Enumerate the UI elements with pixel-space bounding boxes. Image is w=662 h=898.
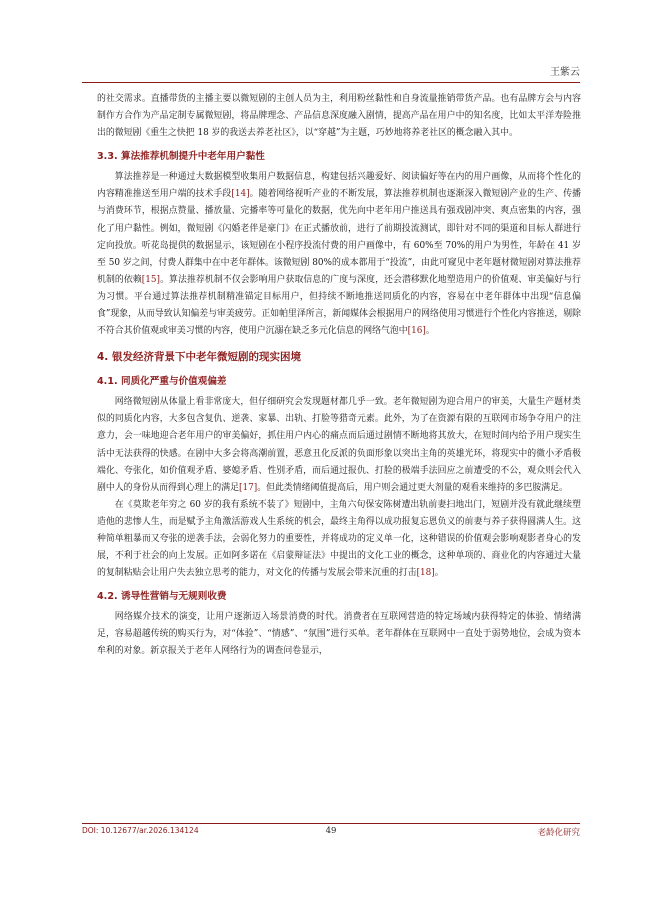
subsection-heading: 3.3. 算法推荐机制提升中老年用户黏性 bbox=[97, 151, 265, 163]
section-heading: 4. 银发经济背景下中老年微短剧的现实困境 bbox=[97, 351, 301, 364]
citation-link[interactable]: [16] bbox=[407, 326, 426, 337]
article-body bbox=[97, 91, 581, 661]
subsection-heading: 4.1. 同质化严重与价值观偏差 bbox=[97, 376, 227, 388]
paragraph-text: 在《莫欺老年穷之 60 岁的我有系统不装了》短剧中，主角六旬保安陈树遭出轨前妻扫地出门，短剧并没有就此继续塑造他的悲惨人生，而是赋予主角激活游戏人生系统的机会，最终主角得以成功报复忘恩负义的前妻与养子获得圆满人生。这种简单粗暴而又夸张的逆袭手法，会弱化努力的重要性，并将成功的定义单一化，这种错误的价值观会影响观影者身心的发展，不利于社会的向上发展。正如阿多诺在《启蒙辩证法》中提出的文化工业的概念，这种单项的、商业化的内容通过大量的复制粘贴会让用户失去独立思考的能力，对文化的传播与发展会带来沉重的打击 bbox=[97, 499, 581, 579]
subsection-heading: 4.2. 诱导性营销与无规则收费 bbox=[97, 591, 227, 603]
body-paragraph bbox=[97, 169, 581, 340]
citation-link[interactable]: [14] bbox=[231, 189, 250, 200]
header-author: 王紫云 bbox=[550, 67, 580, 78]
footer-journal-name: 老龄化研究 bbox=[537, 828, 580, 838]
footer-doi[interactable]: DOI: 10.12677/ar.2026.134124 bbox=[82, 826, 199, 835]
citation-link[interactable]: [17] bbox=[239, 482, 258, 493]
footer-divider bbox=[82, 823, 580, 824]
paragraph-text: 。算法推荐机制不仅会影响用户获取信息的广度与深度，还会潜移默化地塑造用户的价值观、审美偏好与行为习惯。平台通过算法推荐机制精准锚定目标用户，但持续不断地推送同质化的内容，容易在中老年群体中出现“信息偏食”现象，从而导致认知偏差与审美疲劳。正如帕里泽所言，新闻媒体会根据用户的网络使用习惯进行个性化内容推送，剔除不符合其价值观或审美习惯的内容，使用户沉溺在缺乏多元化信息的网络气泡中 bbox=[97, 274, 582, 337]
body-paragraph bbox=[97, 394, 581, 497]
citation-link[interactable]: [15] bbox=[141, 274, 161, 285]
paragraph-text: 。随着网络视听产业的不断发展，算法推荐机制也逐渐深入微短剧产业的生产、传播与消费环节，根据点赞量、播放量、完播率等可量化的数据，优先向中老年用户推送具有强戏剧冲突、爽点密集的内容，强化了用户黏性。例如，微短剧《闪婚老伴是豪门》在正式播放前，进行了前期投流测试，即针对不同的渠道和目标人群进行定向投放。听花岛提供的数据显示，该短剧在小程序投流付费的用户画像中，有 60%至 70%的用户为男性，年龄在 41 岁至 50 岁之间，付费人群集中在中老年群体。该微短剧 80%的成本都用于“投流”，由此可窥见中老年题材微短剧对算法推荐机制的依赖 bbox=[97, 189, 581, 285]
body-paragraph bbox=[97, 91, 581, 142]
header-divider bbox=[82, 82, 580, 83]
paragraph-text: 网络媒介技术的演变，让用户逐渐迈入场景消费的时代。消费者在互联网营造的特定场域内获得特定的体验、情绪满足，容易超越传统的购买行为，对“体验”、“情感”、“氛围”进行买单。老年群体在互联网中一直处于弱势地位，会成为资本牟利的对象。新京报关于老年人网络行为的调查问卷显示， bbox=[97, 612, 581, 657]
page-number: 49 bbox=[325, 826, 337, 836]
paragraph-text: 算法推荐是一种通过大数据模型收集用户数据信息，构建包括兴趣爱好、阅读偏好等在内的用户画像，从而将个性化的内容精准推送至用户端的技术手段 bbox=[97, 172, 581, 200]
citation-link[interactable]: [18] bbox=[416, 568, 435, 579]
paragraph-text: 的社交需求。直播带货的主播主要以微短剧的主创人员为主，利用粉丝黏性和自身流量推销带货产品。也有品牌方会与内容制作方合作为产品定制专属微短剧，将品牌理念、产品信息深度融入剧情，提高产品在用户中的知名度，比如太平洋寿险推出的微短剧《重生之快把 18 岁的我送去养老社区》，以“穿越”为主题，巧妙地将养老社区的概念融入其中。 bbox=[97, 94, 581, 139]
paragraph-text: 。但此类情绪阈值提高后，用户则会通过更大剂量的观看来维持的多巴胺满足。 bbox=[257, 482, 568, 493]
paragraph-text: 网络微短剧从体量上看非常庞大，但仔细研究会发现题材都几乎一致。老年微短剧为迎合用户的审美，大量生产题材类似的同质化内容，大多包含复仇、逆袭、家暴、出轨、打脸等猎奇元素。此外，为了在资源有限的互联网市场争夺用户的注意力，会一味地迎合老年用户的审美偏好，抓住用户内心的痛点而后通过剧情不断地将其放大，在短时间内给予用户现实生活中无法获得的快感。在剧中大多会将高潮前置，恶意丑化反派的负面形象以突出主角的英雄光环，将现实中的微小矛盾极端化、夸张化，如价值观矛盾、婆媳矛盾、性别矛盾，而后通过报仇、打脸的极端手法回应之前遭受的不公，观众则会代入剧中人的身份从而得到心理上的满足 bbox=[97, 397, 581, 493]
body-paragraph bbox=[97, 497, 581, 582]
paragraph-text: 。 bbox=[434, 568, 444, 579]
body-paragraph bbox=[97, 609, 581, 660]
paragraph-text: 。 bbox=[425, 326, 435, 337]
